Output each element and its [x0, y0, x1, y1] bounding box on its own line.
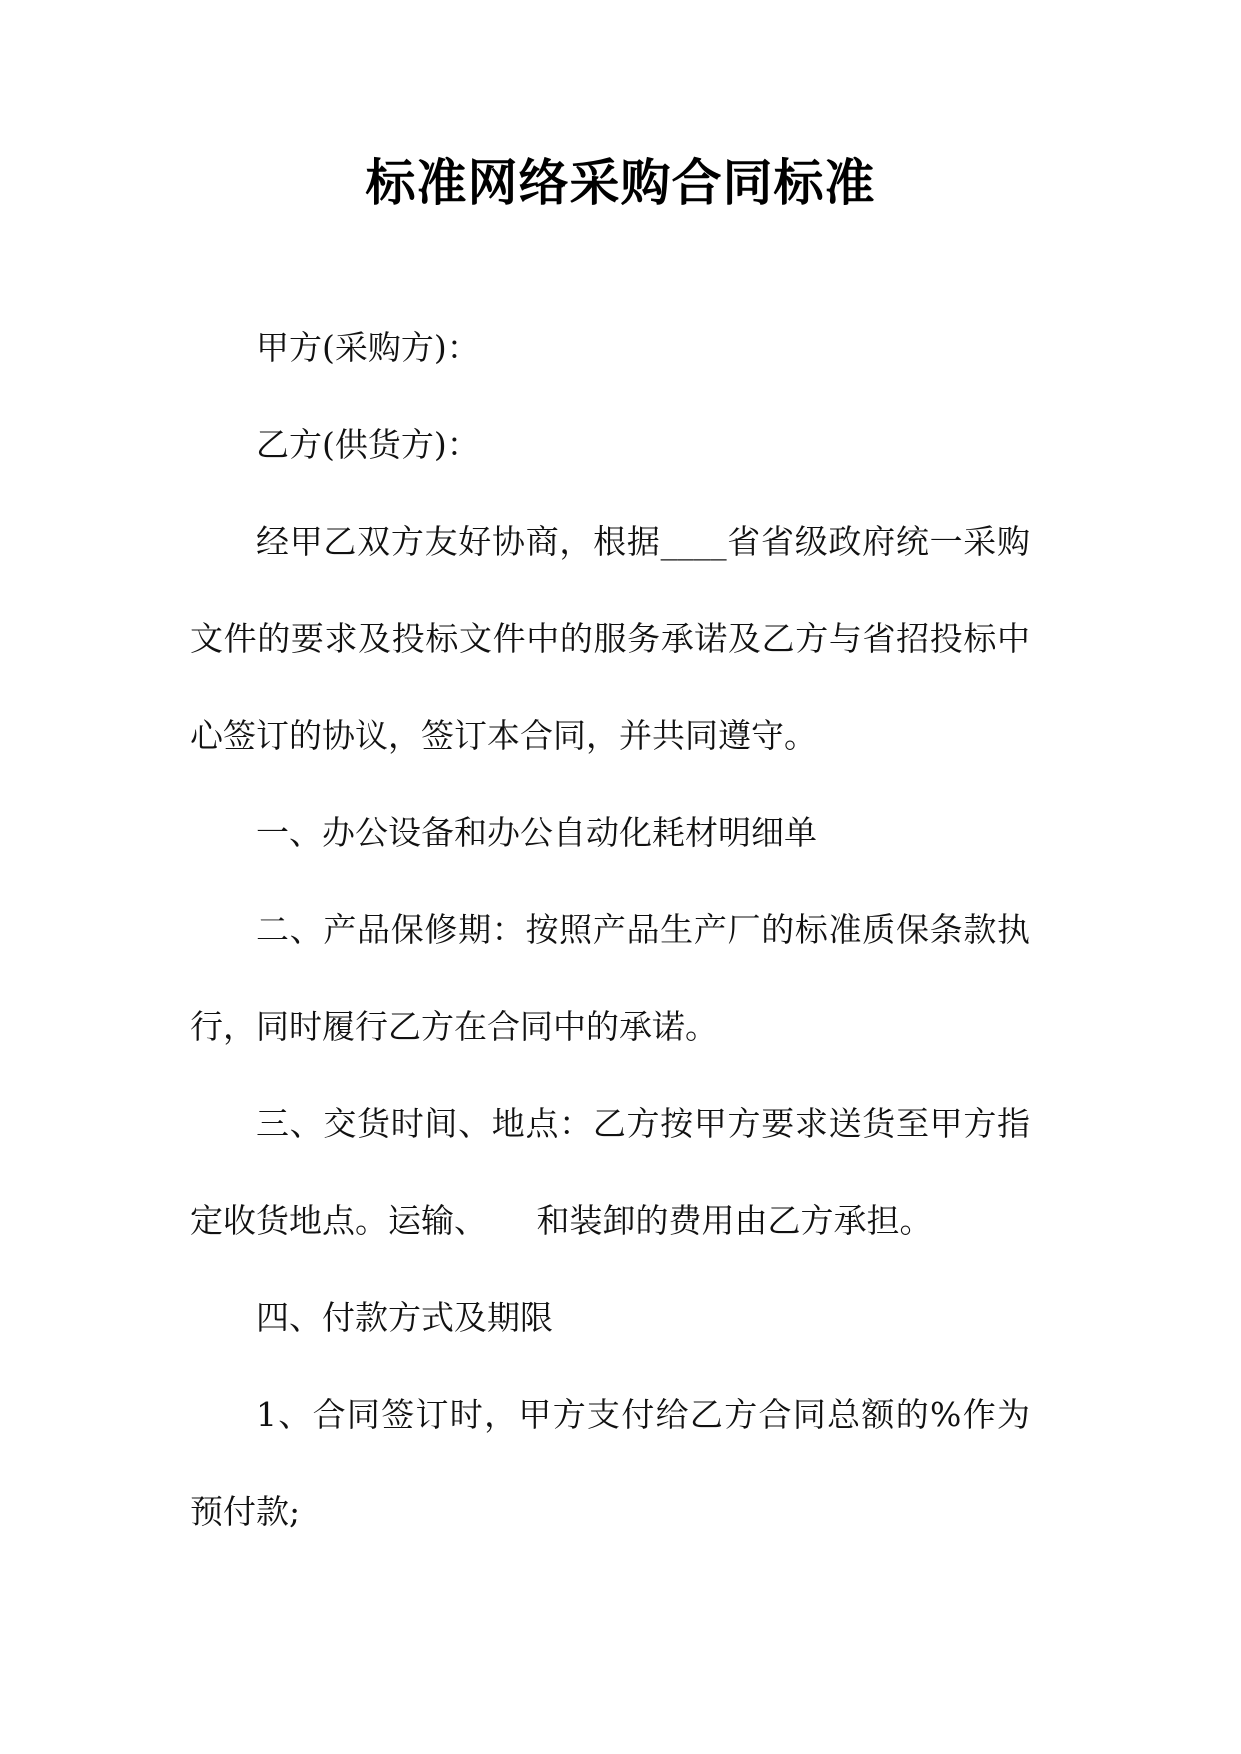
section-3-paragraph: 三、交货时间、地点：乙方按甲方要求送货至甲方指定收货地点。运输、 和装卸的费用由乙方承担。	[190, 1104, 1030, 1240]
document-title: 标准网络采购合同标准	[365, 154, 876, 212]
document-body	[190, 299, 1030, 1560]
party-b-line: 乙方(供货方)：	[256, 425, 480, 464]
party-a-line: 甲方(采购方)：	[256, 328, 480, 367]
section-1-heading: 一、办公设备和办公自动化耗材明细单	[256, 813, 817, 852]
section-2-paragraph: 二、产品保修期：按照产品生产厂的标准质保条款执行，同时履行乙方在合同中的承诺。	[190, 910, 1030, 1046]
preamble-paragraph: 经甲乙双方友好协商，根据____省省级政府统一采购文件的要求及投标文件中的服务承诺及乙方与省招投标中心签订的协议，签订本合同，并共同遵守。	[190, 522, 1030, 755]
section-4-heading: 四、付款方式及期限	[256, 1298, 553, 1337]
payment-clause-1: 1、合同签订时，甲方支付给乙方合同总额的%作为预付款;	[190, 1395, 1030, 1531]
